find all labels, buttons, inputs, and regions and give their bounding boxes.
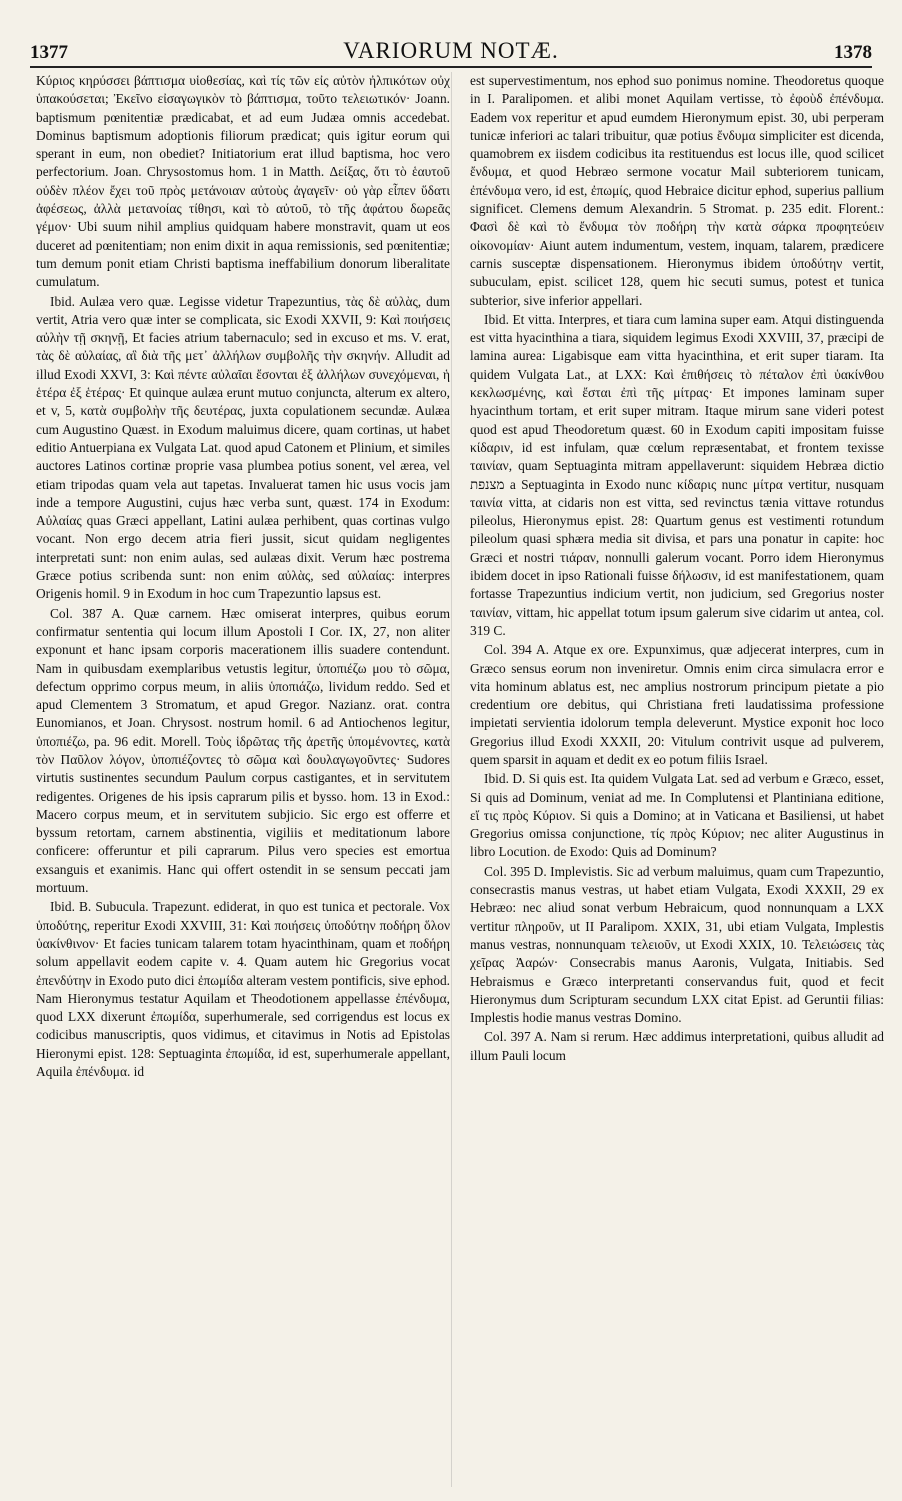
column-divider bbox=[451, 72, 452, 1487]
paragraph: Col. 394 A. Atque ex ore. Expunximus, quæ adjecerat interpres, cum in Græco sensus eorum non inveniretur. Omnis enim circa simulacra error e vita hominum ablatus est, nec amplius nostrorum principum pietate a pio credentium ore debitus, qui Christiana freti laudatissima professione impietati servientia idolorum templa deleverunt. Mystice exponit hoc loco Gregorius illud Exodi XXXII, 20: Vitulum contrivit usque ad pulverem, quem sparsit in aquam et dedit ex eo potum filiis Israel. bbox=[470, 642, 884, 767]
paragraph: Ibid. Et vitta. Interpres, et tiara cum lamina super eam. Atqui distinguenda est vitta hyacinthina a tiara, siquidem legimus Exodi XXVIII, 37, præcipi de lamina aurea: Ligabisque eam vitta hyacinthina, et erit super tiaram. Ita quidem Vulgata Lat., at LXX: Καὶ ἐπιθήσεις τὸ πέταλον ἐπὶ ὑακίνθου κεκλωσμένης, καὶ ἔσται ἐπὶ τῆς μίτρας· Et impones laminam super hyacinthum tortam, et erit super mitram. Itaque mirum sane videri potest quod est apud Theodoretum quæst. 60 in Exodum capiti impositam fuisse κίδαριν, id est infulam, quæ cœlum repræsentabat, et frontem texisse ταινίαν, quam Septuaginta mitram appellaverunt: siquidem Hebræa dictio מצנפת a Septuaginta in Exodo nunc κίδαρις nunc μίτρα vertitur, nusquam ταινία vitta, at cidaris non est vitta, sed revinctus tænia vittave rotundus pileolus, Hieronymus epist. 28: Quartum genus est vestimenti rotundum pileolum quasi sphæra media sit divisa, et pars una ponatur in capite: hoc Græci et nostri τιάραν, nonnulli galerum vocant. Porro idem Hieronymus ibidem docet in ipso Rationali fuisse δήλωσιν, id est manifestationem, quam fortasse Trapezuntius indicium vertit, non judicium, sed Gregorius noster ταινίαν, vittam, hic appellat totum ipsum galerum sive cidarim ut antea, col. 319 C. bbox=[470, 311, 884, 638]
header-rule bbox=[30, 66, 872, 68]
paragraph: Ibid. Aulæa vero quæ. Legisse videtur Trapezuntius, τὰς δὲ αὐλὰς, dum vertit, Atria vero quæ inter se complicata, sic Exodi XXVII, 9: Καὶ ποιήσεις αὐλὴν τῇ σκηνῇ, Et facies atrium tabernaculo; sed in excuso et ms. V. erat, τὰς δὲ αὐλαίας, αἳ διὰ τῆς μετ᾽ ἀλλήλων συμβολῆς τὴν σκηνήν. Alludit ad illud Exodi XXVI, 3: Καὶ πέντε αὐλαῖαι ἔσονται ἐξ ἀλλήλων συνεχόμεναι, ἡ ἑτέρα ἐξ ἑτέρας· Et quinque aulæa erunt mutuo conjuncta, alterum ex altero, et v, 5, κατὰ συμβολὴν τῆς δευτέρας, juxta copulationem secundæ. Aulæa cum Augustino Quæst. in Exodum maluimus dicere, quam cortinas, ut habet editio Antuerpiana ex Vulgata Lat. quod apud Catonem et Plinium, et similes auctores Latinos cortinæ proprie vasa plumbea potius sonent, vel ærea, vel etiam tripodas quam vela aut tapetas. Invaluerat tamen hic usus vocis jam inde a tempore Augustini, cujus hæc verba sunt, quæst. 174 in Exodum: Αὐλαίας quas Græci appellant, Latini aulæa perhibent, quas cortinas vulgo vocant. Non ergo decem atria fieri jussit, sicut quidam negligentes interpretati sunt: non enim aulas, sed aulæas dixit. Verum hæc postrema Græce potius scribenda sunt: non enim αὐλὰς, sed αὐλαίας: interpres Origenis homil. 9 in Exodum in hoc cum Trapezuntio lapsus est. bbox=[36, 293, 450, 602]
paragraph: est supervestimentum, nos ephod suo ponimus nomine. Theodoretus quoque in I. Paralipomen. et alibi monet Aquilam vertisse, τὸ ἐφοὺδ ἐπένδυμα. Eadem vox reperitur et apud eumdem Hieronymum epist. 30, ubi perperam tunicæ inferiori ac talari tribuitur, quæ potius ἔνδυμα simpliciter est dicenda, quamobrem ex iisdem codicibus ita restituendus est locus ille, quod scilicet ἔνδυμα, et quod Hebræo sermone vocatur Mail subteriorem tunicam, ἐπένδυμα vero, id est, ἐπωμίς, quod Hebraice dicitur ephod, superius pallium significet. Clemens demum Alexandrin. 5 Stromat. p. 235 edit. Florent.: Φασὶ δὲ καὶ τὸ ἔνδυμα τὸν ποδήρη τὴν κατὰ σάρκα προφητεύειν οἰκονομίαν· Aiunt autem indumentum, vestem, inquam, talarem, prædicere carnis susceptæ dispensationem. Hieronymus ibidem ὑποδύτην vertit, subuculam, epist. scilicet 128, quem hic secuti sumus, potest et tunica subterior, sive inferior appellari. bbox=[470, 73, 884, 308]
paragraph: Κύριος κηρύσσει βάπτισμα υἱοθεσίας, καὶ τίς τῶν εἰς αὐτὸν ἠλπικότων οὐχ ὑπακούσεται; Ἐκεῖνο εἰσαγωγικὸν τὸ βάπτισμα, τοῦτο τελειωτικόν· Joann. baptismum pœnitentiæ prædicabat, et ad eum Judæa omnis accedebat. Dominus baptismum adoptionis filiorum prædicat; quis igitur eorum qui sperant in eum, non obediet? Initiatorium erat illud baptisma, hoc vero perfectorium. Joan. Chrysostomus hom. 1 in Matth. Δείξας, ὅτι τὸ ἑαυτοῦ οὐδὲν πλέον ἔχει τοῦ πρὸς μετάνοιαν αὐτοὺς ἀγαγεῖν· οὐ γὰρ εἶπεν ὕδατι ἀφέσεως, ἀλλὰ μετανοίας τίθησι, καὶ τὸ αὐτοῦ, τὸ τῆς ἀφάτου δωρεᾶς γέμον· Ubi suum nihil amplius quidquam habere monstravit, quam ut eos duceret ad pœnitentiam; non enim dixit in aqua remissionis, sed pœnitentiæ; tum demum ponit etiam Christi baptisma ineffabilium donorum liberalitate cumulatum. bbox=[36, 73, 450, 290]
running-title: VARIORUM NOTÆ. bbox=[343, 38, 559, 63]
paragraph: Col. 395 D. Implevistis. Sic ad verbum maluimus, quam cum Trapezuntio, consecrastis manus vestras, ut habet etiam Vulgata, Exodi XXXII, 29 ex Hebræo: nec aliud sonat verbum Hebraicum, quod nonnunquam a LXX vertitur πληροῦν, ut II Paralipom. XXIX, 31, ubi etiam Vulgata, Implestis manus vestras, nonnunquam τελειοῦν, ut Exodi XXIX, 10. Τελειώσεις τὰς χεῖρας Ἀαρών· Consecrabis manus Aaronis, Vulgata, Initiabis. Sed Hebraismus e Græco interpretanti conservandus fuit, quod et fecit Hieronymus dum Scripturam secundum LXX citat Epist. ad Geruntii filias: Implestis hodie manus vestras Domino. bbox=[470, 863, 884, 1026]
running-header bbox=[30, 30, 872, 64]
paragraph: Ibid. D. Si quis est. Ita quidem Vulgata Lat. sed ad verbum e Græco, esset, Si quis ad Dominum, veniat ad me. In Complutensi et Plantiniana editione, εἴ τις πρὸς Κύριον. Si quis a Domino; at in Vaticana et Basiliensi, ut habet Gregorius omissa conjunctione, τίς πρὸς Κύριον; nec aliter Augustinus in libro Locution. de Exodo: Quis ad Dominum? bbox=[470, 771, 884, 860]
left-page-number: 1377 bbox=[30, 42, 68, 63]
paragraph: Col. 387 A. Quæ carnem. Hæc omiserat interpres, quibus eorum confirmatur sententia qui locum illum Apostoli I Cor. IX, 27, non aliter exponunt et hanc ipsam corporis macerationem illis suadere contendunt. Nam in quibusdam exemplaribus vetustis legitur, ὑποπιέζω μου τὸ σῶμα, defectum opprimo corpus meum, in aliis ὑποπιάζω, lividum reddo. Sed et apud Clementem 3 Stromatum, et apud Gregor. Nazianz. orat. contra Eunomianos, et Joan. Chrysost. nostrum homil. 6 ad Antiochenos legitur, ὑποπιέζω, pa. 96 edit. Morell. Τοὺς ἱδρῶτας τῆς ἀρετῆς ὑπομένοντες, κατὰ τὸν Παῦλον λόγον, ὑποπιέζοντες τὸ σῶμα καὶ δουλαγωγοῦντες· Sudores virtutis sustinentes secundum Paulum corpus castigantes, et in servitutem redigentes. Origenes de his ipsis caprarum pilis et bysso. hom. 13 in Exod.: Macero corpus meum, et in servitutem subjicio. Sic ergo est offerre et byssum retortam, carnem abstinentia, vigiliis et meditationum labore conficere: offeruntur et pili caprarum. Pilus vero species est emortua exsanguis et exanimis. Hanc qui offert ostendit in se sensum peccati jam mortuum. bbox=[36, 605, 450, 896]
right-column bbox=[470, 72, 884, 1492]
paragraph: Col. 397 A. Nam si rerum. Hæc addimus interpretationi, quibus alludit ad illum Pauli locum bbox=[470, 1029, 884, 1063]
paragraph: Ibid. B. Subucula. Trapezunt. ediderat, in quo est tunica et pectorale. Vox ὑποδύτης, reperitur Exodi XXVIII, 31: Καὶ ποιήσεις ὑποδύτην ποδήρη ὅλον ὑακίνθινον· Et facies tunicam talarem totam hyacinthinam, quam et ποδήρη solum appellavit eodem capite v. 4. Quam autem hic Gregorius vocat ἐπενδύτην in Exodo puto dici ἐπωμίδα alteram vestem pontificis, sive ephod. Nam Hieronymus testatur Aquilam et Theodotionem appellasse ἐπένδυμα, quod LXX dixerunt ἐπωμίδα, superhumerale, sed corrigendus est locus ex codicibus manuscriptis, quos vidimus, et citavimus in Notis ad Epistolas Hieronymi epist. 128: Septuaginta ἐπωμίδα, id est, superhumerale appellant, Aquila ἐπένδυμα. id bbox=[36, 899, 450, 1080]
left-column bbox=[36, 72, 450, 1492]
right-page-number: 1378 bbox=[834, 42, 872, 63]
